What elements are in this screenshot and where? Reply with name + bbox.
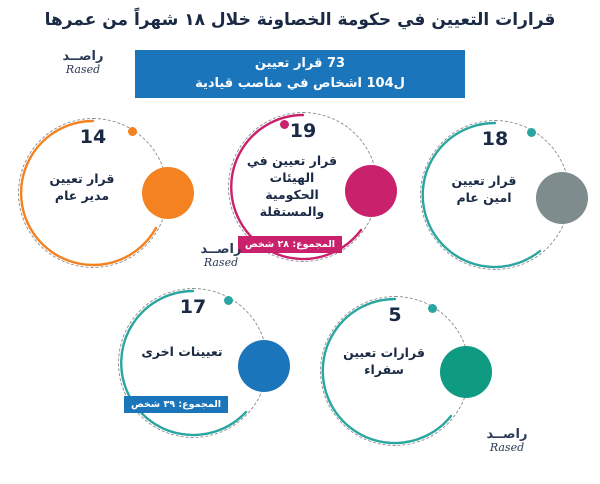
brand-arabic: راصــد — [200, 242, 242, 257]
node-total-tag: المجموع: ٣٩ شخص — [124, 396, 228, 413]
node-label: قرار تعيين في الهيئات الحكومية والمستقلة — [246, 153, 338, 219]
node-total-tag: المجموع: ٢٨ شخص — [238, 236, 342, 253]
page-title: قرارات التعيين في حكومة الخصاونة خلال ١٨ شهراً من عمرها — [44, 10, 556, 30]
arc-end-dot — [224, 296, 233, 305]
arc-end-dot — [428, 304, 437, 313]
node-director-general — [18, 118, 168, 268]
brand-english: Rased — [203, 255, 239, 269]
node-value: 17 — [179, 296, 207, 318]
brand-arabic: راصــد — [486, 427, 528, 442]
node-secretary-general — [420, 120, 570, 270]
node-value: 19 — [289, 120, 317, 142]
node-value: 18 — [481, 128, 509, 150]
node-label: قرار تعيين امين عام — [451, 173, 517, 205]
node-value: 14 — [79, 126, 107, 148]
value-bubble — [345, 165, 397, 217]
brand-english: Rased — [489, 440, 525, 454]
value-bubble — [440, 346, 492, 398]
brand-english: Rased — [65, 62, 101, 76]
brand-mark-top — [38, 50, 128, 75]
summary-banner — [135, 50, 465, 98]
brand-mark-middle — [176, 243, 266, 268]
node-label: تعيينات اخرى — [141, 344, 223, 359]
node-value: 5 — [388, 304, 402, 326]
banner-line-1: 73 قرار تعيين — [254, 56, 346, 71]
node-other-appointments — [118, 288, 268, 438]
node-government-bodies — [228, 112, 378, 262]
banner-line-2: ل104 اشخاص في مناصب قيادية — [195, 76, 405, 91]
value-bubble — [238, 340, 290, 392]
node-ambassadors — [320, 296, 470, 446]
brand-mark-bottom — [462, 428, 552, 453]
brand-arabic: راصــد — [62, 49, 104, 64]
value-bubble — [142, 167, 194, 219]
node-label: قرارات تعيين سفراء — [343, 345, 425, 377]
arc-end-dot — [527, 128, 536, 137]
arc-end-dot — [128, 127, 137, 136]
node-label: قرار تعيين مدير عام — [49, 171, 115, 203]
arc-end-dot — [280, 120, 289, 129]
value-bubble — [536, 172, 588, 224]
